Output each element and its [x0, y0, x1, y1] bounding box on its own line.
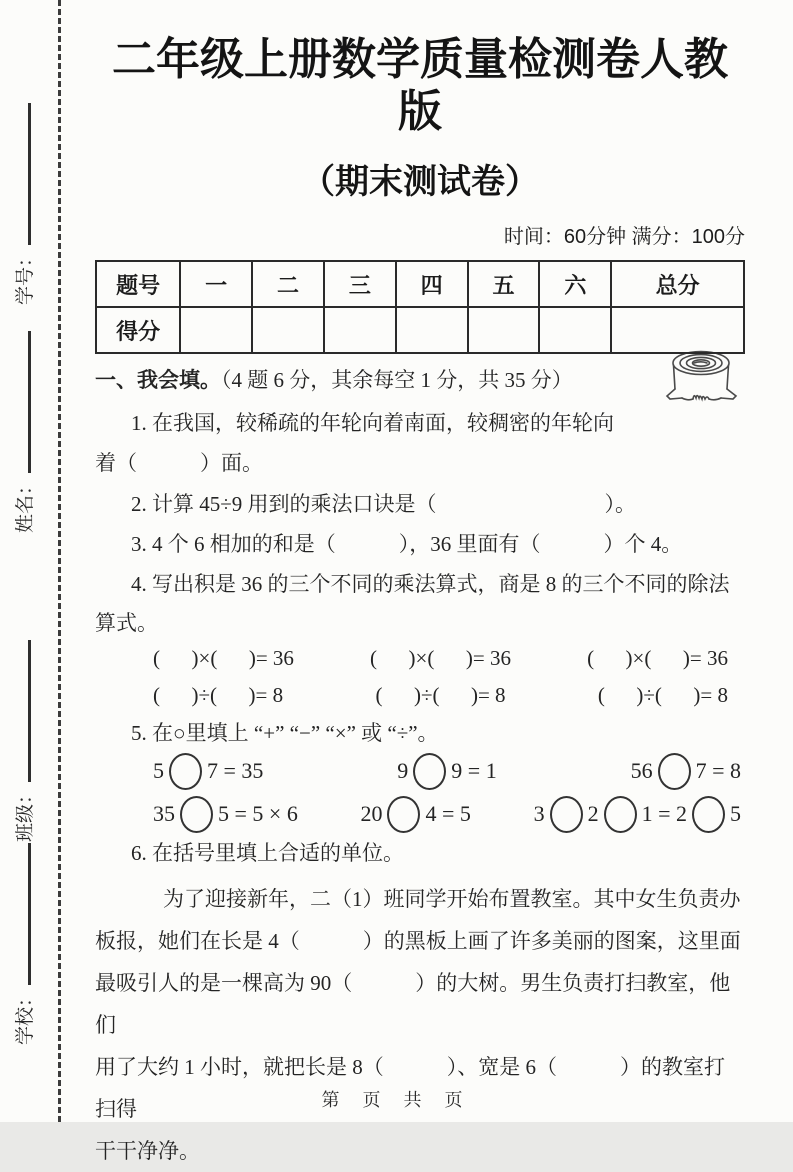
score-table-cell-3: 三: [324, 261, 396, 307]
operator-fill-equation: [153, 796, 298, 833]
paper-title: 二年级上册数学质量检测卷人教版: [112, 35, 728, 136]
operator-circle-blank: [550, 796, 583, 833]
score-empty-cell: [396, 307, 468, 353]
score-table-score-row: [96, 307, 744, 353]
section-1-heading: [95, 366, 745, 394]
score-table-cell-5: 五: [468, 261, 540, 307]
equation-text: 2: [587, 801, 599, 826]
student-id-field: [10, 75, 36, 305]
question-4-line-1: 4. 写出积是 36 的三个不同的乘法算式，商是 8 的三个不同的除法: [131, 572, 730, 596]
equation-text: 5: [153, 758, 164, 783]
paper-subtitle: （期末测试卷）: [301, 163, 539, 201]
question-5: 5. 在○里填上 “+” “−” “×” 或 “÷”。: [131, 721, 439, 745]
operator-fill-equation: [397, 753, 496, 790]
equation-text: 56: [630, 758, 653, 783]
class-field: [10, 612, 36, 842]
student-id-blank-line: [16, 103, 31, 245]
equation-text: 4 = 5: [425, 801, 471, 826]
time-and-score-meta: 时间：60分钟 满分：100分: [503, 226, 745, 248]
operator-circle-blank: [169, 753, 202, 790]
mul-equation-blank: ( )×( )= 36: [153, 646, 294, 670]
mul-equation-blank: ( )×( )= 36: [587, 646, 728, 670]
score-empty-cell: [468, 307, 540, 353]
equation-text: 9 = 1: [451, 758, 497, 783]
operator-fill-equation: [534, 796, 741, 833]
equation-text: 5 = 5 × 6: [218, 801, 298, 826]
student-id-label: 学号：: [14, 247, 36, 305]
score-table-cell-6: 六: [539, 261, 611, 307]
section-1-points-note: （4 题 6 分，其余每空 1 分，共 35 分）: [221, 368, 573, 392]
school-field: [10, 815, 36, 1045]
operator-fill-equation: [631, 753, 741, 790]
school-blank-line: [16, 843, 31, 985]
mul-equation-blank: ( )×( )= 36: [370, 646, 511, 670]
operator-circle-blank: [692, 796, 725, 833]
operator-circle-blank: [604, 796, 637, 833]
operator-fill-equation: [153, 753, 263, 790]
score-table-cell-total: 总分: [611, 261, 744, 307]
section-1-number: 一、我会填。: [95, 368, 221, 392]
equation-text: 20: [360, 801, 383, 826]
equation-text: 5: [729, 801, 741, 826]
equation-text: 3: [533, 801, 545, 826]
question-6-paragraph-line: 用了大约 1 小时，就把长是 8（ ）、宽是 6（ ）的教室打扫得: [95, 1055, 725, 1121]
operator-circle-blank: [180, 796, 213, 833]
score-table-cell-2: 二: [252, 261, 324, 307]
equation-text: 7 = 35: [207, 758, 264, 783]
margin-dashed-divider: [58, 0, 61, 1122]
score-empty-cell: [252, 307, 324, 353]
operator-circle-blank: [413, 753, 446, 790]
question-5-row-1: [153, 752, 741, 790]
question-6-paragraph-line: 为了迎接新年，二（1）班同学开始布置教室。其中女生负责办: [163, 887, 741, 911]
equation-text: 1 = 2: [641, 801, 687, 826]
score-table-cell-4: 四: [396, 261, 468, 307]
question-6: 6. 在括号里填上合适的单位。: [131, 841, 404, 865]
equation-text: 7 = 8: [695, 758, 741, 783]
score-empty-cell: [539, 307, 611, 353]
page-number-footer: 第 页 共 页: [321, 1090, 472, 1110]
question-4-multiplication-row: [153, 645, 728, 671]
score-table: [95, 260, 745, 354]
operator-circle-blank: [658, 753, 691, 790]
question-4-line-2: 算式。: [95, 611, 158, 635]
score-empty-cell: [324, 307, 396, 353]
score-empty-cell: [180, 307, 252, 353]
div-equation-blank: ( )÷( )= 8: [153, 683, 284, 707]
operator-fill-equation: [360, 796, 470, 833]
score-table-cell-qnum: 题号: [96, 261, 180, 307]
question-5-row-2: [153, 795, 741, 833]
equation-text: 9: [397, 758, 409, 783]
operator-circle-blank: [387, 796, 420, 833]
equation-text: 35: [153, 801, 175, 826]
paper-content: [95, 0, 745, 1172]
score-empty-cell: [611, 307, 744, 353]
score-table-header-row: [96, 261, 744, 307]
student-name-blank-line: [16, 331, 31, 473]
class-label: 班级：: [14, 784, 36, 842]
question-3: 3. 4 个 6 相加的和是（ ），36 里面有（ ）个 4。: [131, 532, 683, 556]
question-6-paragraph-line: 干干净净。: [95, 1139, 200, 1163]
school-label: 学校：: [14, 987, 36, 1045]
div-equation-blank: ( )÷( )= 8: [597, 683, 728, 707]
div-equation-blank: ( )÷( )= 8: [375, 683, 506, 707]
student-name-field: [10, 303, 36, 533]
question-2: 2. 计算 45÷9 用到的乘法口诀是（ ）。: [131, 492, 637, 516]
question-4-division-row: [153, 682, 728, 708]
score-label-cell: 得分: [96, 307, 180, 353]
question-1-line-1: 1. 在我国，较稀疏的年轮向着南面，较稠密的年轮向: [131, 411, 614, 435]
question-1-line-2: 着（ ）面。: [95, 451, 263, 475]
score-table-cell-1: 一: [180, 261, 252, 307]
student-name-label: 姓名：: [14, 475, 36, 533]
question-6-paragraph-line: 板报，她们在长是 4（ ）的黑板上画了许多美丽的图案，这里面: [95, 929, 741, 953]
question-6-paragraph-line: 最吸引人的是一棵高为 90（ ）的大树。男生负责打扫教室，他们: [95, 971, 731, 1037]
class-blank-line: [16, 640, 31, 782]
